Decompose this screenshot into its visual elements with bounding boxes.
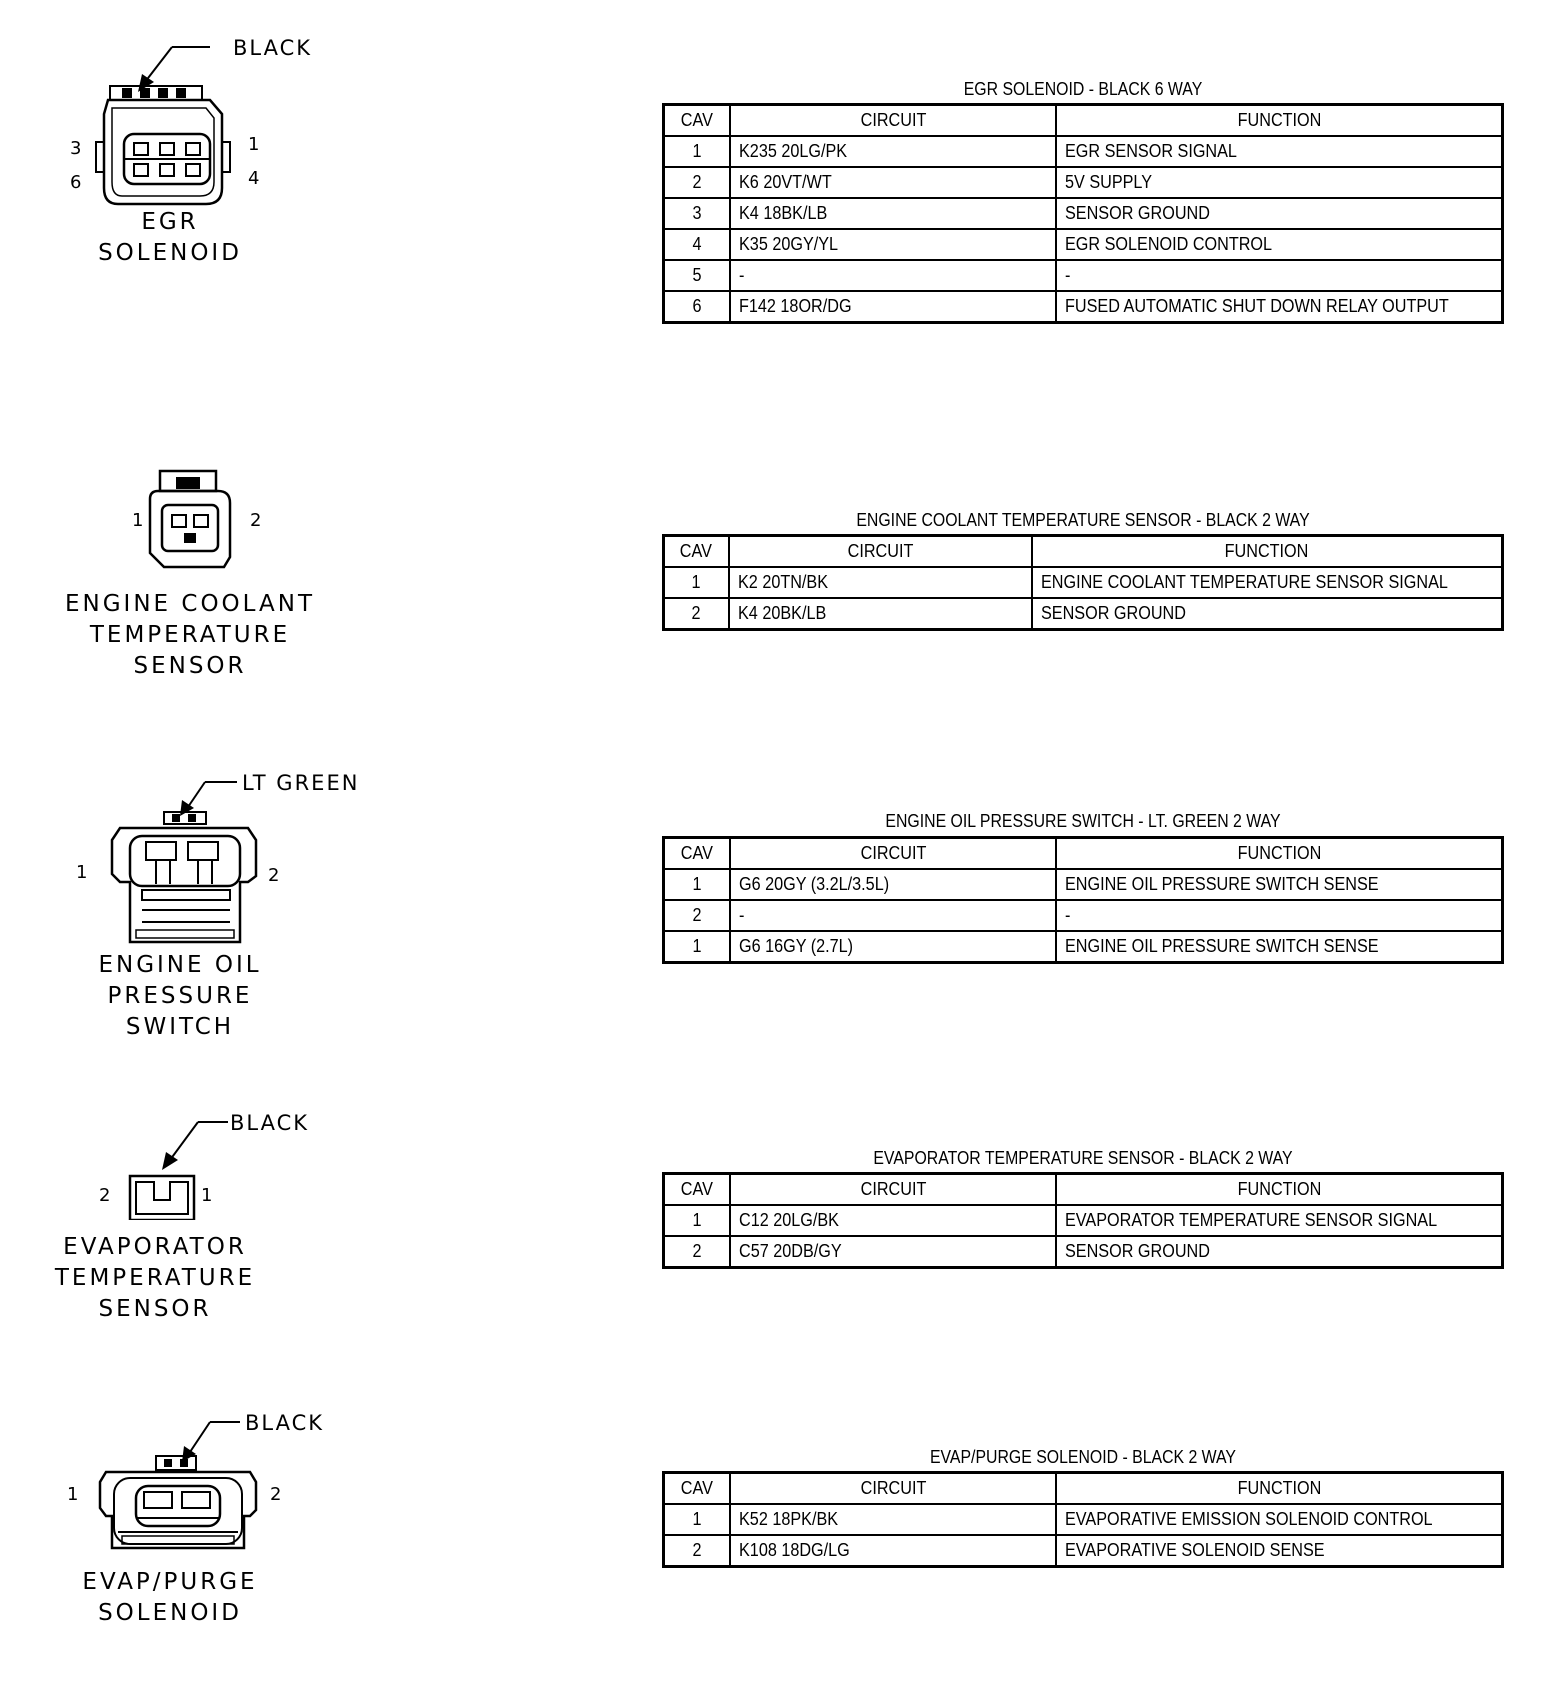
column-header-function: FUNCTION: [1056, 838, 1503, 870]
function-cell: EVAPORATIVE SOLENOID SENSE: [1056, 1535, 1503, 1567]
circuit-cell: G6 16GY (2.7L): [730, 931, 1056, 963]
circuit-cell: K108 18DG/LG: [730, 1535, 1056, 1567]
circuit-cell: K2 20TN/BK: [729, 567, 1032, 598]
evaporator-temp-sensor-pin-label: 2: [99, 1185, 111, 1206]
table-header-row: [664, 105, 1503, 137]
cav-cell: 2: [664, 1236, 731, 1268]
function-cell: FUSED AUTOMATIC SHUT DOWN RELAY OUTPUT: [1056, 291, 1503, 323]
column-header-circuit: CIRCUIT: [730, 1473, 1056, 1505]
column-header-circuit: CIRCUIT: [729, 536, 1032, 568]
coolant-temp-sensor-pin-label: 1: [132, 510, 144, 531]
evaporator-temp-sensor-color-label: BLACK: [230, 1111, 310, 1135]
evap-purge-solenoid-color-label: BLACK: [245, 1411, 325, 1435]
function-cell: SENSOR GROUND: [1056, 1236, 1503, 1268]
table-row: [664, 136, 1503, 167]
table-row: [664, 1236, 1503, 1268]
function-cell: EVAPORATIVE EMISSION SOLENOID CONTROL: [1056, 1504, 1503, 1535]
column-header-circuit: CIRCUIT: [730, 838, 1056, 870]
function-cell: SENSOR GROUND: [1032, 598, 1503, 630]
evap-purge-solenoid-pin-table: [662, 1471, 1504, 1568]
table-row: [664, 1504, 1503, 1535]
function-cell: EGR SOLENOID CONTROL: [1056, 229, 1503, 260]
table-header-row: [664, 838, 1503, 870]
column-header-cav: CAV: [664, 1174, 731, 1206]
egr-solenoid-pin-label: 1: [248, 134, 260, 155]
oil-pressure-switch-pin-label: 1: [76, 862, 88, 883]
oil-pressure-switch-color-label: LT GREEN: [242, 771, 360, 795]
function-cell: -: [1056, 900, 1503, 931]
cav-cell: 1: [664, 1205, 731, 1236]
evaporator-temp-sensor-connector-drawing: [110, 1110, 250, 1220]
egr-solenoid-connector-drawing: [60, 30, 360, 210]
function-cell: EGR SENSOR SIGNAL: [1056, 136, 1503, 167]
table-row: [664, 1535, 1503, 1567]
column-header-circuit: CIRCUIT: [730, 105, 1056, 137]
circuit-cell: K35 20GY/YL: [730, 229, 1056, 260]
table-row: [664, 291, 1503, 323]
egr-solenoid-pin-label: 3: [70, 138, 82, 159]
coolant-temp-sensor-pin-table: [662, 534, 1504, 631]
oil-pressure-switch-table-title: ENGINE OIL PRESSURE SWITCH - LT. GREEN 2 WAY: [885, 811, 1281, 831]
evap-purge-solenoid-connector-name: EVAP/PURGE SOLENOID: [82, 1569, 258, 1626]
table-row: [664, 598, 1503, 630]
column-header-function: FUNCTION: [1032, 536, 1503, 568]
evap-purge-solenoid-pin-label: 1: [67, 1484, 79, 1505]
column-header-circuit: CIRCUIT: [730, 1174, 1056, 1206]
table-row: [664, 1205, 1503, 1236]
function-cell: ENGINE COOLANT TEMPERATURE SENSOR SIGNAL: [1032, 567, 1503, 598]
circuit-cell: -: [730, 260, 1056, 291]
egr-solenoid-color-label: BLACK: [233, 36, 313, 60]
cav-cell: 2: [664, 1535, 731, 1567]
cav-cell: 5: [664, 260, 731, 291]
function-cell: SENSOR GROUND: [1056, 198, 1503, 229]
column-header-cav: CAV: [664, 536, 729, 568]
coolant-temp-sensor-table-title: ENGINE COOLANT TEMPERATURE SENSOR - BLACK 2 WAY: [856, 510, 1310, 530]
circuit-cell: F142 18OR/DG: [730, 291, 1056, 323]
cav-cell: 1: [664, 869, 731, 900]
oil-pressure-switch-connector-name: ENGINE OIL PRESSURE SWITCH: [98, 952, 262, 1040]
function-cell: EVAPORATOR TEMPERATURE SENSOR SIGNAL: [1056, 1205, 1503, 1236]
table-row: [664, 869, 1503, 900]
function-cell: ENGINE OIL PRESSURE SWITCH SENSE: [1056, 931, 1503, 963]
circuit-cell: K6 20VT/WT: [730, 167, 1056, 198]
table-header-row: [664, 536, 1503, 568]
table-row: [664, 567, 1503, 598]
table-row: [664, 931, 1503, 963]
circuit-cell: G6 20GY (3.2L/3.5L): [730, 869, 1056, 900]
table-row: [664, 229, 1503, 260]
circuit-cell: K4 18BK/LB: [730, 198, 1056, 229]
cav-cell: 2: [664, 900, 731, 931]
cav-cell: 1: [664, 136, 731, 167]
circuit-cell: K235 20LG/PK: [730, 136, 1056, 167]
egr-solenoid-connector-name: EGR SOLENOID: [98, 209, 242, 266]
oil-pressure-switch-connector-drawing: [90, 770, 290, 950]
cav-cell: 4: [664, 229, 731, 260]
function-cell: 5V SUPPLY: [1056, 167, 1503, 198]
column-header-function: FUNCTION: [1056, 1174, 1503, 1206]
cav-cell: 3: [664, 198, 731, 229]
coolant-temp-sensor-pin-label: 2: [250, 510, 262, 531]
oil-pressure-switch-pin-label: 2: [268, 865, 280, 886]
coolant-temp-sensor-connector-drawing: [140, 465, 260, 575]
circuit-cell: C57 20DB/GY: [730, 1236, 1056, 1268]
coolant-temp-sensor-connector-name: ENGINE COOLANT TEMPERATURE SENSOR: [65, 591, 315, 679]
evaporator-temp-sensor-pin-label: 1: [201, 1185, 213, 1206]
column-header-cav: CAV: [664, 105, 731, 137]
circuit-cell: -: [730, 900, 1056, 931]
egr-solenoid-pin-label: 6: [70, 172, 82, 193]
egr-solenoid-pin-table: [662, 103, 1504, 324]
table-row: [664, 198, 1503, 229]
evap-purge-solenoid-table-title: EVAP/PURGE SOLENOID - BLACK 2 WAY: [929, 1447, 1237, 1467]
circuit-cell: K4 20BK/LB: [729, 598, 1032, 630]
table-row: [664, 260, 1503, 291]
cav-cell: 1: [664, 931, 731, 963]
cav-cell: 2: [664, 598, 729, 630]
cav-cell: 2: [664, 167, 731, 198]
column-header-cav: CAV: [664, 838, 731, 870]
cav-cell: 1: [664, 567, 729, 598]
egr-solenoid-pin-label: 4: [248, 168, 260, 189]
evaporator-temp-sensor-pin-table: [662, 1172, 1504, 1269]
function-cell: ENGINE OIL PRESSURE SWITCH SENSE: [1056, 869, 1503, 900]
evap-purge-solenoid-pin-label: 2: [270, 1484, 282, 1505]
evaporator-temp-sensor-table-title: EVAPORATOR TEMPERATURE SENSOR - BLACK 2 WAY: [873, 1148, 1293, 1168]
function-cell: -: [1056, 260, 1503, 291]
column-header-function: FUNCTION: [1056, 1473, 1503, 1505]
circuit-cell: C12 20LG/BK: [730, 1205, 1056, 1236]
table-row: [664, 900, 1503, 931]
oil-pressure-switch-pin-table: [662, 836, 1504, 964]
column-header-function: FUNCTION: [1056, 105, 1503, 137]
column-header-cav: CAV: [664, 1473, 731, 1505]
table-header-row: [664, 1473, 1503, 1505]
evaporator-temp-sensor-connector-name: EVAPORATOR TEMPERATURE SENSOR: [54, 1234, 256, 1322]
table-row: [664, 167, 1503, 198]
table-header-row: [664, 1174, 1503, 1206]
circuit-cell: K52 18PK/BK: [730, 1504, 1056, 1535]
cav-cell: 6: [664, 291, 731, 323]
cav-cell: 1: [664, 1504, 731, 1535]
egr-solenoid-table-title: EGR SOLENOID - BLACK 6 WAY: [963, 79, 1203, 99]
